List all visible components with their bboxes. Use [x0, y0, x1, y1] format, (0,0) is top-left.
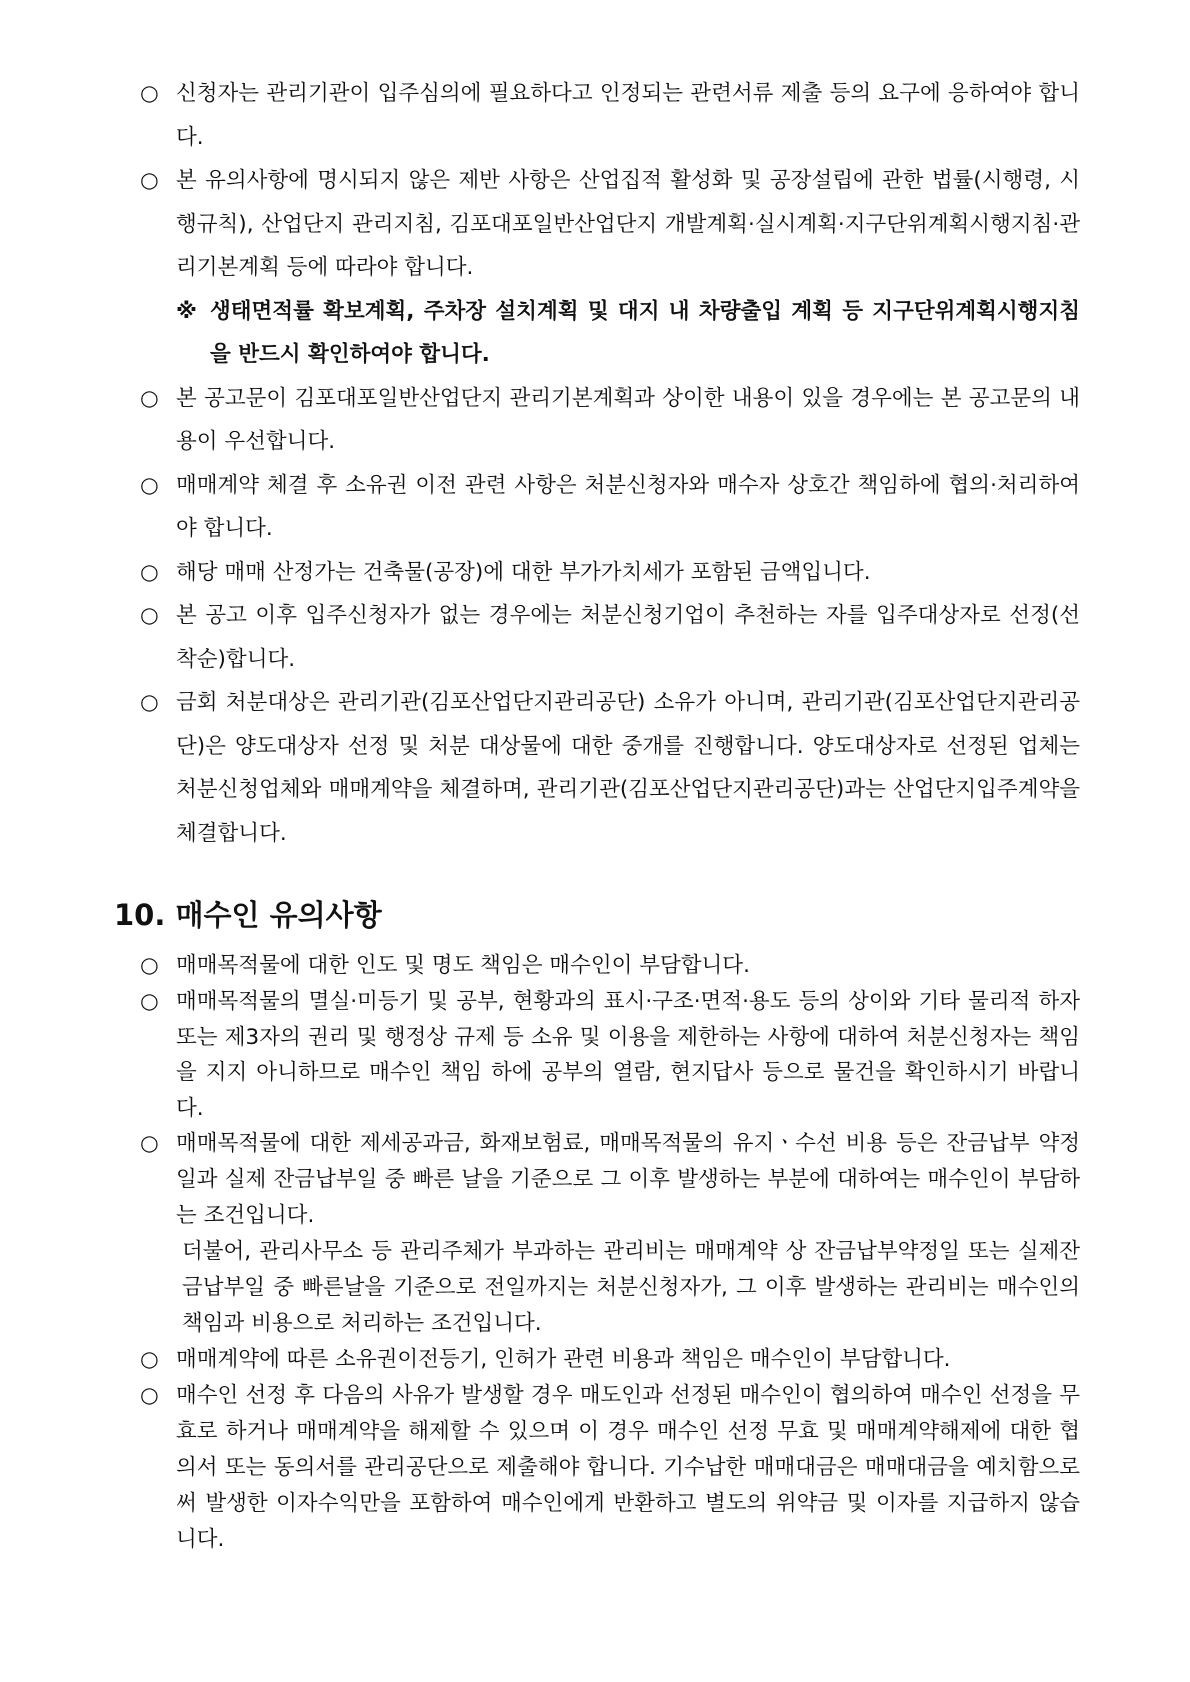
list-item: ○ 매매목적물에 대한 제세공과금, 화재보험료, 매매목적물의 유지ㆍ수선 비용 등은 잔금납부 약정일과 실제 잔금납부일 중 빠른 날을 기준으로 그 이후 발생하는 부분에 대하여는 매수인이 부담하는 조건입니다. [140, 1126, 1080, 1234]
circle-bullet-icon: ○ [140, 385, 159, 411]
list-item: ○ 본 공고문이 김포대포일반산업단지 관리기본계획과 상이한 내용이 있을 경우에는 본 공고문의 내용이 우선합니다. [140, 377, 1080, 464]
reference-mark-icon: ※ [176, 298, 197, 324]
list-item: ○ 금회 처분대상은 관리기관(김포산업단지관리공단) 소유가 아니며, 관리기관(김포산업단지관리공단)은 양도대상자 선정 및 처분 대상물에 대한 중개를 진행합니다. 양도대상자로 선정된 업체는 처분신청업체와 매매계약을 체결하며, 관리기관(김포산업단지관리공단)과는 산업단지입주계약을 체결합니다. [140, 681, 1080, 855]
circle-bullet-icon: ○ [140, 953, 159, 978]
list-item: ○ 본 공고 이후 입주신청자가 없는 경우에는 처분신청기업이 추천하는 자를 입주대상자로 선정(선착순)합니다. [140, 594, 1080, 681]
list-item: ○ 해당 매매 산정가는 건축물(공장)에 대한 부가가치세가 포함된 금액입니다. [140, 551, 1080, 595]
list-item: ○ 본 유의사항에 명시되지 않은 제반 사항은 산업집적 활성화 및 공장설립에 관한 법률(시행령, 시행규칙), 산업단지 관리지침, 김포대포일반산업단지 개발계획·실시계획·지구단위계획시행지침·관리기본계획 등에 따라야 합니다. [140, 159, 1080, 290]
list-item: ○ 매매계약 체결 후 소유권 이전 관련 사항은 처분신청자와 매수자 상호간 책임하에 협의·처리하여야 합니다. [140, 464, 1080, 551]
list-item: ○ 매매목적물의 멸실·미등기 및 공부, 현황과의 표시·구조·면적·용도 등의 상이와 기타 물리적 하자 또는 제3자의 권리 및 행정상 규제 등 소유 및 이용을 제한하는 사항에 대하여 처분신청자는 책임을 지지 아니하므로 매수인 책임 하에 공부의 열람, 현지답사 등으로 물건을 확인하시기 바랍니다. [140, 984, 1080, 1126]
circle-bullet-icon: ○ [140, 1131, 159, 1156]
circle-bullet-icon: ○ [140, 559, 159, 585]
circle-bullet-icon: ○ [140, 1347, 159, 1372]
additional-paragraph: 더불어, 관리사무소 등 관리주체가 부과하는 관리비는 매매계약 상 잔금납부약정일 또는 실제잔금납부일 중 빠른날을 기준으로 전일까지는 처분신청자가, 그 이후 발생하는 관리비는 매수인의 책임과 비용으로 처리하는 조건입니다. [182, 1239, 1080, 1336]
list-item: ○ 매매목적물에 대한 인도 및 명도 책임은 매수인이 부담합니다. [140, 948, 1080, 984]
circle-bullet-icon: ○ [140, 81, 159, 106]
circle-bullet-icon: ○ [140, 168, 159, 193]
list-item: ○ 신청자는 관리기관이 입주심의에 필요하다고 인정되는 관련서류 제출 등의 요구에 응하여야 합니다. [140, 72, 1080, 159]
section-heading: 10. 매수인 유의사항 [114, 898, 382, 932]
circle-bullet-icon: ○ [140, 603, 159, 628]
circle-bullet-icon: ○ [140, 472, 159, 498]
buyer-notice-list [140, 948, 1080, 1558]
circle-bullet-icon: ○ [140, 1383, 159, 1408]
circle-bullet-icon: ○ [140, 989, 159, 1014]
notice-list-prev [140, 72, 1080, 855]
circle-bullet-icon: ○ [140, 690, 159, 715]
list-item: ○ 매매계약에 따른 소유권이전등기, 인허가 관련 비용과 책임은 매수인이 부담합니다. [140, 1342, 1080, 1378]
important-note: ※ 생태면적률 확보계획, 주차장 설치계획 및 대지 내 차량출입 계획 등 지구단위계획시행지침을 반드시 확인하여야 합니다. [140, 290, 1080, 377]
list-item: ○ 매수인 선정 후 다음의 사유가 발생할 경우 매도인과 선정된 매수인이 협의하여 매수인 선정을 무효로 하거나 매매계약을 해제할 수 있으며 이 경우 매수인 선정 무효 및 매매계약해제에 대한 협의서 또는 동의서를 관리공단으로 제출해야 합니다. 기수납한 매매대금은 매매대금을 예치함으로써 발생한 이자수익만을 포함하여 매수인에게 반환하고 별도의 위약금 및 이자를 지급하지 않습니다. [140, 1378, 1080, 1558]
